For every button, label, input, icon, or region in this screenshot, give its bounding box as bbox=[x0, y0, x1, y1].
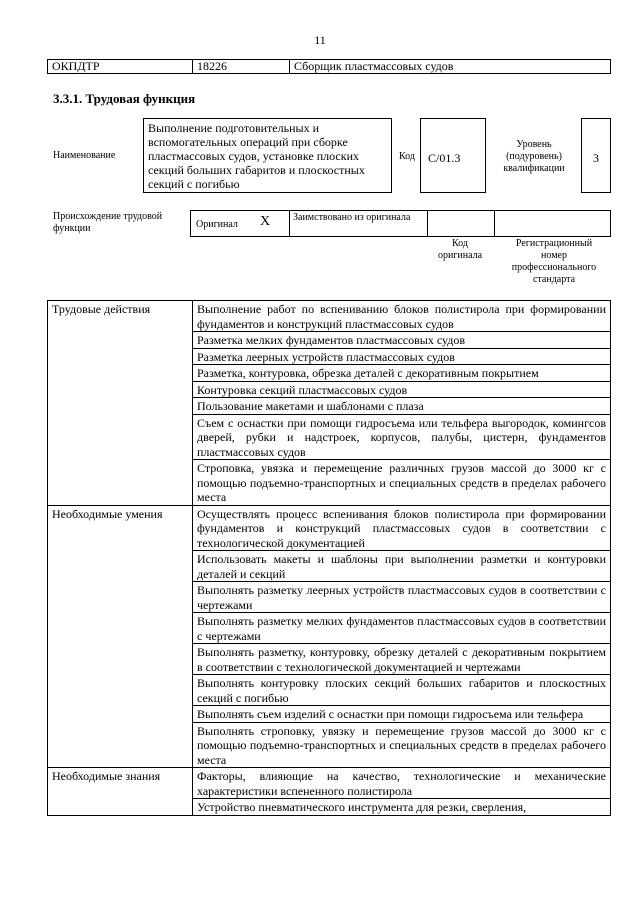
item-cell: Выполнение работ по вспениванию блоков полистирола при формировании фундаментов и конструкций пластмассовых судов bbox=[193, 301, 611, 332]
function-name: Выполнение подготовительных и вспомогательных операций при сборке пластмассовых судов, установке плоских секций больших габаритов и плоскостных секций с погибью bbox=[148, 121, 365, 191]
function-code: С/01.3 bbox=[428, 151, 461, 165]
item-cell: Выполнять разметку мелких фундаментов пластмассовых судов в соответствии с чертежами bbox=[193, 613, 611, 644]
item-cell: Выполнять контуровку плоских секций больших габаритов и плоскостных секций с погибью bbox=[193, 675, 611, 706]
level-box bbox=[581, 118, 611, 193]
item-cell: Разметка мелких фундаментов пластмассовых судов bbox=[193, 332, 611, 349]
category-cell: Необходимые знания bbox=[48, 768, 193, 816]
borrowed-label: Заимствовано из оригинала bbox=[293, 212, 411, 223]
function-name-box bbox=[143, 118, 392, 193]
item-cell: Факторы, влияющие на качество, технологические и механические характеристики вспененного полистирола bbox=[193, 768, 611, 799]
code-original-label: Код оригинала bbox=[437, 238, 483, 261]
origin-divider bbox=[289, 210, 290, 237]
origin-divider bbox=[494, 210, 495, 237]
item-cell: Разметка, контуровка, обрезка деталей с декоративным покрытием bbox=[193, 365, 611, 382]
page-number: 11 bbox=[314, 33, 326, 47]
item-cell: Выполнять разметку, контуровку, обрезку деталей с декоративным покрытием в соответствии с технологической документацией и чертежами bbox=[193, 644, 611, 675]
okpdtr-table bbox=[47, 59, 611, 74]
okpdtr-name: Сборщик пластмассовых судов bbox=[290, 60, 611, 74]
category-cell: Необходимые умения bbox=[48, 505, 193, 768]
name-label: Наименование bbox=[53, 150, 116, 161]
section-title: 3.3.1. Трудовая функция bbox=[53, 91, 196, 106]
item-cell: Устройство пневматического инструмента для резки, сверления, bbox=[193, 799, 611, 816]
table-row bbox=[48, 301, 611, 332]
function-code-box bbox=[420, 118, 486, 193]
level-value: 3 bbox=[593, 151, 599, 165]
category-cell: Трудовые действия bbox=[48, 301, 193, 506]
item-cell: Строповка, увязка и перемещение различных грузов массой до 3000 кг с помощью подъемно-транспортных и специальных средств в пределах рабочего места bbox=[193, 460, 611, 506]
okpdtr-code: 18226 bbox=[193, 60, 290, 74]
reg-number-label: Регистрационный номер профессионального стандарта bbox=[511, 238, 597, 285]
level-label: Уровень (подуровень) квалификации bbox=[503, 139, 565, 174]
code-label: Код bbox=[399, 151, 415, 162]
okpdtr-label: ОКПДТР bbox=[48, 60, 193, 74]
origin-label: Происхождение трудовой функции bbox=[53, 211, 163, 234]
item-cell: Контуровка секций пластмассовых судов bbox=[193, 381, 611, 398]
item-cell: Разметка леерных устройств пластмассовых судов bbox=[193, 348, 611, 365]
item-cell: Съем с оснастки при помощи гидросъема или тельфера выгородок, комингсов дверей, рубки и надстроек, корпусов, палубы, цистерн, фундаментов пластмассовых судов bbox=[193, 414, 611, 460]
item-cell: Осуществлять процесс вспенивания блоков полистирола при формировании фундаментов и конструкций пластмассовых судов в соответствии с технологической документацией bbox=[193, 505, 611, 551]
item-cell: Использовать макеты и шаблоны при выполнении разметки и контуровки деталей и секций bbox=[193, 551, 611, 582]
item-cell: Выполнять строповку, увязку и перемещение грузов массой до 3000 кг с помощью подъемно-транспортных и специальных средств в пределах рабочего места bbox=[193, 722, 611, 768]
item-cell: Пользование макетами и шаблонами с плаза bbox=[193, 398, 611, 415]
origin-divider bbox=[427, 210, 428, 237]
table-row bbox=[48, 768, 611, 799]
main-table bbox=[47, 300, 611, 816]
original-label: Оригинал bbox=[196, 219, 238, 230]
item-cell: Выполнять разметку леерных устройств пластмассовых судов в соответствии с чертежами bbox=[193, 582, 611, 613]
item-cell: Выполнять съем изделий с оснастки при помощи гидросъема или тельфера bbox=[193, 706, 611, 723]
table-row bbox=[48, 505, 611, 551]
original-mark: X bbox=[260, 214, 271, 229]
